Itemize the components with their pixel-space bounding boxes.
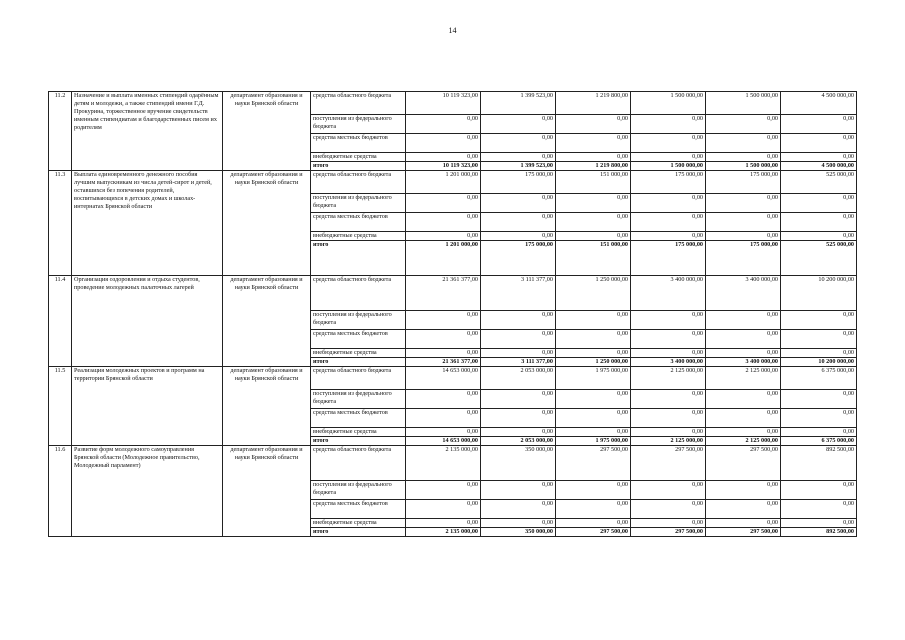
amount-cell: 0,00 xyxy=(706,409,781,428)
amount-cell: 2 125 000,00 xyxy=(631,367,706,390)
amount-cell: 0,00 xyxy=(631,134,706,153)
amount-cell: 0,00 xyxy=(556,428,631,437)
funding-source: средства областного бюджета xyxy=(311,276,406,311)
amount-cell: 0,00 xyxy=(556,134,631,153)
amount-cell: 4 500 000,00 xyxy=(781,162,857,171)
amount-cell: 0,00 xyxy=(481,349,556,358)
table-row xyxy=(49,276,857,311)
amount-cell: 1 219 800,00 xyxy=(556,162,631,171)
item-number: 11.2 xyxy=(49,92,72,171)
funding-source: итого xyxy=(311,437,406,446)
amount-cell: 0,00 xyxy=(556,232,631,241)
funding-source: поступления из федерального бюджета xyxy=(311,194,406,213)
amount-cell: 0,00 xyxy=(706,232,781,241)
funding-source: средства местных бюджетов xyxy=(311,213,406,232)
amount-cell: 0,00 xyxy=(481,311,556,330)
amount-cell: 0,00 xyxy=(406,390,481,409)
amount-cell: 0,00 xyxy=(556,500,631,519)
amount-cell: 0,00 xyxy=(781,115,857,134)
amount-cell: 0,00 xyxy=(706,428,781,437)
amount-cell: 0,00 xyxy=(706,213,781,232)
amount-cell: 0,00 xyxy=(556,519,631,528)
table-row xyxy=(49,171,857,194)
amount-cell: 0,00 xyxy=(481,481,556,500)
amount-cell: 2 135 000,00 xyxy=(406,446,481,481)
funding-source: итого xyxy=(311,162,406,171)
amount-cell: 0,00 xyxy=(481,194,556,213)
page-number: 14 xyxy=(448,26,457,35)
amount-cell: 297 500,00 xyxy=(631,446,706,481)
amount-cell: 2 053 000,00 xyxy=(481,437,556,446)
amount-cell: 0,00 xyxy=(406,349,481,358)
amount-cell: 1 399 523,00 xyxy=(481,92,556,115)
amount-cell: 2 125 000,00 xyxy=(631,437,706,446)
amount-cell: 2 053 000,00 xyxy=(481,367,556,390)
amount-cell: 0,00 xyxy=(406,134,481,153)
amount-cell: 3 400 000,00 xyxy=(706,358,781,367)
amount-cell: 0,00 xyxy=(706,115,781,134)
item-description: Выплата единовременного денежного пособия лучшим выпускникам из числа детей-сирот и детей, оставшихся без попечения родителей, воспитывающихся в детских домах и школах-интернатах Брянской области xyxy=(72,171,223,276)
item-description: Реализация молодежных проектов и программ на территории Брянской области xyxy=(72,367,223,446)
amount-cell: 0,00 xyxy=(406,519,481,528)
amount-cell: 151 000,00 xyxy=(556,171,631,194)
amount-cell: 1 975 000,00 xyxy=(556,437,631,446)
funding-source: внебюджетные средства xyxy=(311,153,406,162)
amount-cell: 0,00 xyxy=(481,428,556,437)
responsible-department: департамент образования и науки Брянской области xyxy=(223,92,311,171)
amount-cell: 0,00 xyxy=(481,390,556,409)
amount-cell: 0,00 xyxy=(631,115,706,134)
amount-cell: 175 000,00 xyxy=(631,171,706,194)
funding-source: средства местных бюджетов xyxy=(311,134,406,153)
amount-cell: 525 000,00 xyxy=(781,171,857,194)
funding-source: итого xyxy=(311,358,406,367)
funding-source: средства местных бюджетов xyxy=(311,500,406,519)
amount-cell: 0,00 xyxy=(481,213,556,232)
amount-cell: 0,00 xyxy=(781,519,857,528)
amount-cell: 0,00 xyxy=(706,330,781,349)
amount-cell: 1 250 000,00 xyxy=(556,276,631,311)
amount-cell: 175 000,00 xyxy=(631,241,706,276)
funding-source: внебюджетные средства xyxy=(311,349,406,358)
amount-cell: 0,00 xyxy=(706,194,781,213)
amount-cell: 0,00 xyxy=(406,194,481,213)
amount-cell: 0,00 xyxy=(406,428,481,437)
amount-cell: 297 500,00 xyxy=(556,446,631,481)
item-number: 11.6 xyxy=(49,446,72,537)
amount-cell: 0,00 xyxy=(631,194,706,213)
amount-cell: 10 200 000,00 xyxy=(781,358,857,367)
amount-cell: 3 111 377,00 xyxy=(481,276,556,311)
amount-cell: 0,00 xyxy=(406,500,481,519)
amount-cell: 0,00 xyxy=(781,232,857,241)
amount-cell: 0,00 xyxy=(631,213,706,232)
amount-cell: 4 500 000,00 xyxy=(781,92,857,115)
funding-source: средства областного бюджета xyxy=(311,92,406,115)
funding-source: средства областного бюджета xyxy=(311,446,406,481)
item-number: 11.4 xyxy=(49,276,72,367)
funding-source: внебюджетные средства xyxy=(311,232,406,241)
amount-cell: 0,00 xyxy=(481,232,556,241)
amount-cell: 0,00 xyxy=(706,390,781,409)
amount-cell: 297 500,00 xyxy=(556,528,631,537)
amount-cell: 0,00 xyxy=(406,232,481,241)
table-row xyxy=(49,446,857,481)
amount-cell: 175 000,00 xyxy=(481,171,556,194)
amount-cell: 0,00 xyxy=(556,153,631,162)
funding-source: внебюджетные средства xyxy=(311,428,406,437)
amount-cell: 175 000,00 xyxy=(481,241,556,276)
amount-cell: 0,00 xyxy=(556,349,631,358)
amount-cell: 892 500,00 xyxy=(781,446,857,481)
amount-cell: 6 375 000,00 xyxy=(781,367,857,390)
amount-cell: 1 219 800,00 xyxy=(556,92,631,115)
funding-source: средства местных бюджетов xyxy=(311,330,406,349)
amount-cell: 14 653 000,00 xyxy=(406,437,481,446)
amount-cell: 0,00 xyxy=(481,134,556,153)
amount-cell: 0,00 xyxy=(556,213,631,232)
amount-cell: 0,00 xyxy=(631,330,706,349)
amount-cell: 2 135 000,00 xyxy=(406,528,481,537)
amount-cell: 0,00 xyxy=(556,330,631,349)
amount-cell: 1 250 000,00 xyxy=(556,358,631,367)
funding-source: поступления из федерального бюджета xyxy=(311,311,406,330)
responsible-department: департамент образования и науки Брянской области xyxy=(223,276,311,367)
amount-cell: 3 111 377,00 xyxy=(481,358,556,367)
amount-cell: 0,00 xyxy=(631,349,706,358)
funding-source: поступления из федерального бюджета xyxy=(311,481,406,500)
amount-cell: 10 119 323,00 xyxy=(406,92,481,115)
amount-cell: 2 125 000,00 xyxy=(706,437,781,446)
amount-cell: 0,00 xyxy=(706,481,781,500)
amount-cell: 0,00 xyxy=(556,409,631,428)
amount-cell: 0,00 xyxy=(781,213,857,232)
funding-source: средства областного бюджета xyxy=(311,171,406,194)
amount-cell: 0,00 xyxy=(406,481,481,500)
item-description: Организация оздоровления и отдыха студентов, проведение молодежных палаточных лагерей xyxy=(72,276,223,367)
table-row xyxy=(49,367,857,390)
amount-cell: 0,00 xyxy=(781,500,857,519)
responsible-department: департамент образования и науки Брянской области xyxy=(223,171,311,276)
amount-cell: 3 400 000,00 xyxy=(631,276,706,311)
amount-cell: 3 400 000,00 xyxy=(631,358,706,367)
amount-cell: 0,00 xyxy=(481,153,556,162)
amount-cell: 10 119 323,00 xyxy=(406,162,481,171)
amount-cell: 0,00 xyxy=(706,349,781,358)
amount-cell: 0,00 xyxy=(781,330,857,349)
amount-cell: 175 000,00 xyxy=(706,241,781,276)
amount-cell: 0,00 xyxy=(706,153,781,162)
funding-source: итого xyxy=(311,241,406,276)
amount-cell: 0,00 xyxy=(406,153,481,162)
funding-source: средства областного бюджета xyxy=(311,367,406,390)
amount-cell: 3 400 000,00 xyxy=(706,276,781,311)
item-number: 11.3 xyxy=(49,171,72,276)
amount-cell: 0,00 xyxy=(481,330,556,349)
amount-cell: 0,00 xyxy=(481,115,556,134)
amount-cell: 0,00 xyxy=(781,428,857,437)
amount-cell: 0,00 xyxy=(406,213,481,232)
amount-cell: 1 975 000,00 xyxy=(556,367,631,390)
amount-cell: 0,00 xyxy=(706,311,781,330)
amount-cell: 0,00 xyxy=(781,349,857,358)
amount-cell: 1 500 000,00 xyxy=(706,162,781,171)
funding-source: итого xyxy=(311,528,406,537)
amount-cell: 21 361 377,00 xyxy=(406,276,481,311)
amount-cell: 1 201 000,00 xyxy=(406,241,481,276)
amount-cell: 0,00 xyxy=(481,409,556,428)
amount-cell: 0,00 xyxy=(631,500,706,519)
funding-source: поступления из федерального бюджета xyxy=(311,115,406,134)
amount-cell: 1 500 000,00 xyxy=(631,162,706,171)
amount-cell: 0,00 xyxy=(406,311,481,330)
amount-cell: 0,00 xyxy=(631,390,706,409)
amount-cell: 0,00 xyxy=(481,519,556,528)
amount-cell: 0,00 xyxy=(781,311,857,330)
item-number: 11.5 xyxy=(49,367,72,446)
amount-cell: 0,00 xyxy=(781,390,857,409)
amount-cell: 0,00 xyxy=(631,428,706,437)
amount-cell: 0,00 xyxy=(406,115,481,134)
amount-cell: 0,00 xyxy=(631,519,706,528)
amount-cell: 0,00 xyxy=(556,194,631,213)
amount-cell: 2 125 000,00 xyxy=(706,367,781,390)
amount-cell: 0,00 xyxy=(781,134,857,153)
amount-cell: 892 500,00 xyxy=(781,528,857,537)
amount-cell: 151 000,00 xyxy=(556,241,631,276)
amount-cell: 1 201 000,00 xyxy=(406,171,481,194)
amount-cell: 1 399 523,00 xyxy=(481,162,556,171)
amount-cell: 1 500 000,00 xyxy=(631,92,706,115)
amount-cell: 0,00 xyxy=(706,500,781,519)
amount-cell: 0,00 xyxy=(631,232,706,241)
funding-source: средства местных бюджетов xyxy=(311,409,406,428)
amount-cell: 0,00 xyxy=(556,115,631,134)
item-description: Развитие форм молодежного самоуправления Брянской области (Молодежное правительство, Молодежный парламент) xyxy=(72,446,223,537)
amount-cell: 0,00 xyxy=(706,134,781,153)
amount-cell: 0,00 xyxy=(781,153,857,162)
amount-cell: 0,00 xyxy=(781,194,857,213)
amount-cell: 1 500 000,00 xyxy=(706,92,781,115)
amount-cell: 0,00 xyxy=(556,311,631,330)
amount-cell: 0,00 xyxy=(631,481,706,500)
amount-cell: 0,00 xyxy=(631,409,706,428)
amount-cell: 350 000,00 xyxy=(481,446,556,481)
amount-cell: 6 375 000,00 xyxy=(781,437,857,446)
table-row xyxy=(49,92,857,115)
amount-cell: 0,00 xyxy=(781,481,857,500)
budget-table xyxy=(48,91,857,537)
funding-source: внебюджетные средства xyxy=(311,519,406,528)
amount-cell: 0,00 xyxy=(556,390,631,409)
amount-cell: 297 500,00 xyxy=(706,446,781,481)
amount-cell: 0,00 xyxy=(406,330,481,349)
amount-cell: 297 500,00 xyxy=(631,528,706,537)
amount-cell: 0,00 xyxy=(556,481,631,500)
amount-cell: 0,00 xyxy=(706,519,781,528)
amount-cell: 10 200 000,00 xyxy=(781,276,857,311)
responsible-department: департамент образования и науки Брянской области xyxy=(223,367,311,446)
amount-cell: 297 500,00 xyxy=(706,528,781,537)
responsible-department: департамент образования и науки Брянской области xyxy=(223,446,311,537)
amount-cell: 0,00 xyxy=(781,409,857,428)
amount-cell: 14 653 000,00 xyxy=(406,367,481,390)
amount-cell: 0,00 xyxy=(406,409,481,428)
amount-cell: 0,00 xyxy=(481,500,556,519)
amount-cell: 0,00 xyxy=(631,153,706,162)
amount-cell: 525 000,00 xyxy=(781,241,857,276)
item-description: Назначение и выплата именных стипендий одарённым детям и молодежи, а также стипендий имени Г.Д. Прокурина, торжественное вручение свидетельств именным стипендиатам и благодарственных писем их родителям xyxy=(72,92,223,171)
budget-table-body xyxy=(49,92,857,537)
funding-source: поступления из федерального бюджета xyxy=(311,390,406,409)
amount-cell: 21 361 377,00 xyxy=(406,358,481,367)
amount-cell: 175 000,00 xyxy=(706,171,781,194)
amount-cell: 0,00 xyxy=(631,311,706,330)
amount-cell: 350 000,00 xyxy=(481,528,556,537)
